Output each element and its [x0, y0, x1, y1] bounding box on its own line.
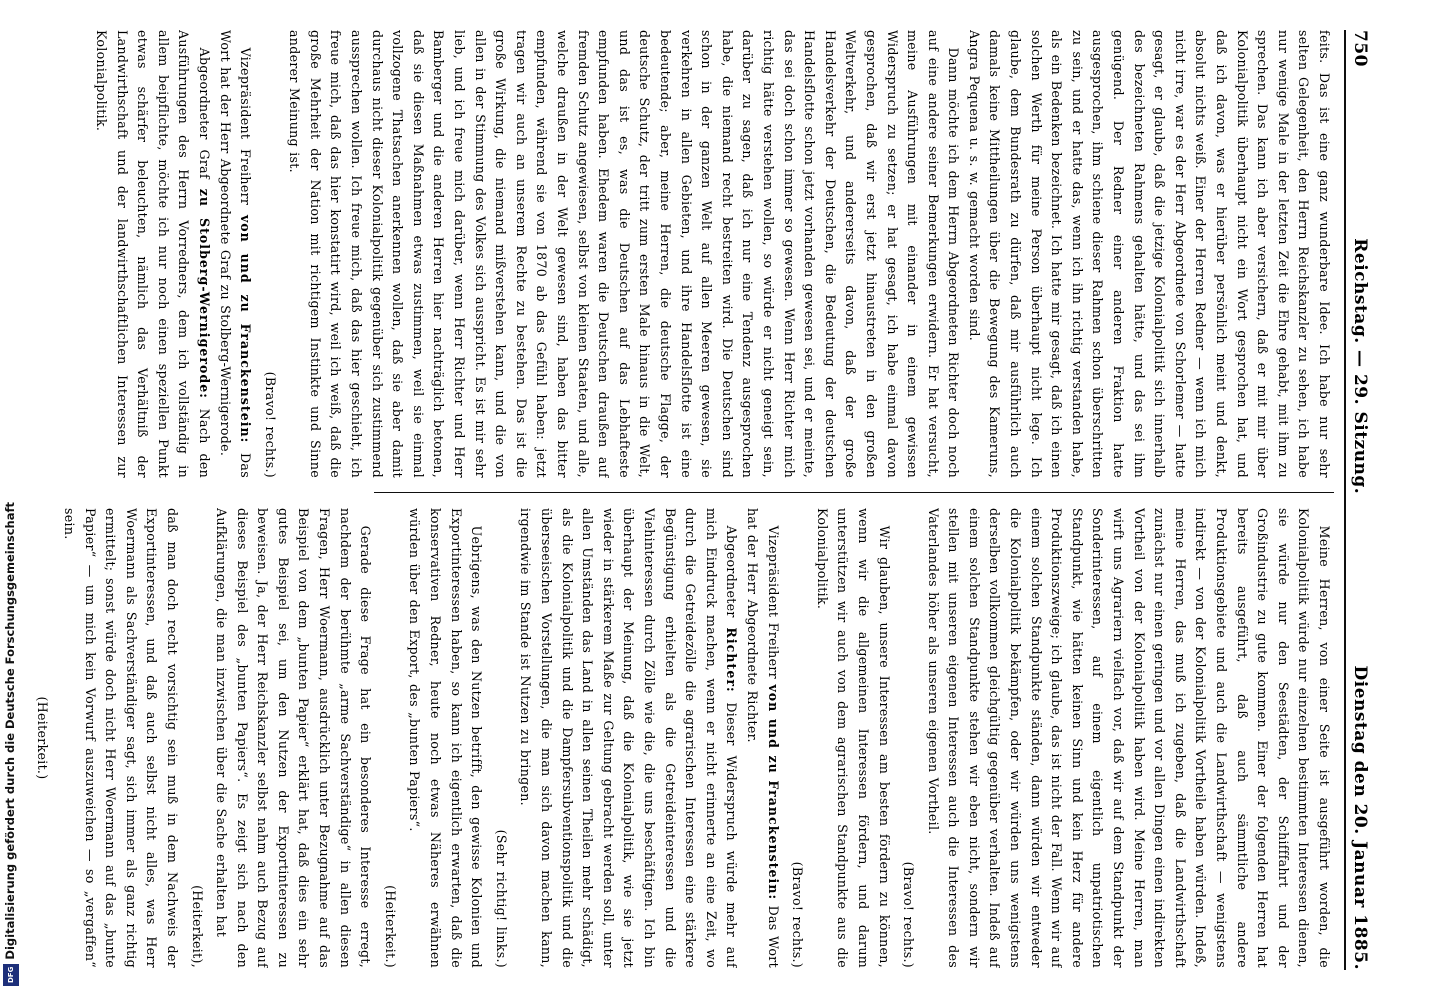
- paragraph: Gerade diese Frage hat ein besonderes Interesse erregt, nachdem der berühmte „arme Sachverständige“ in allen diesen Fragen, Herr Woermann, ausdrücklich unter Bezugnahme auf das Beispiel von dem „bunten Papier“ erklärt hat, daß dies ein sehr gutes Beispiel sei, um den Nutzen der Exportinteressen zu beweisen. Ja, der Herr Reichskanzler selbst nahm auch Bezug auf dieses Beispiel des „bunten Papiers“. Es zeigt sich nach den Aufklärungen, die man inzwischen über die Sache erhalten hat: [214, 508, 374, 968]
- header-date: Dienstag den 20. Januar 1885.: [1350, 665, 1370, 970]
- interjection: (Bravo! rechts.): [790, 861, 806, 968]
- interjection: (Bravo! rechts.): [262, 371, 278, 478]
- page-header: [1344, 30, 1390, 970]
- speaker-label: Vizepräsident Freiherr: [765, 525, 781, 685]
- speaker-name: von und zu Franckenstein:: [238, 214, 254, 444]
- interjection: (Heiterkeit.): [382, 885, 398, 968]
- paragraph: Meine Herren, von einer Seite ist ausgeführt worden, die Kolonialpolitik würde nur einzelnen bestimmten Interessen dienen, sie würde nur den Seestädten, der Schifffahrt und der Großindustrie zu gute kommen. Einer der folgenden Herren hat bereits ausgeführt, daß auch sämmtliche andere Produktionsgebiete und auch die Landwirthschaft — wenigstens indirekt — von der Kolonialpolitik Vortheile haben würden. Indeß, meine Herren, das muß ich zugeben, daß die Landwirthschaft zunächst nur einen geringen und vor allen Dingen einen indirekten Vortheil von der Kolonialpolitik haben wird. Meine Herren, man wirft uns Agrariern vielfach vor, daß wir auf dem Standpunkt der Sonderinteressen, auf einem eigentlich unpatriotischen Standpunkt, wie hätten keinen Sinn und kein Herz für andere Produktionszweige; ich glaube, das ist nicht der Fall. Wenn wir auf einem solchen Standpunkte ständen, dann würden wir entweder die Kolonialpolitik bekämpfen, oder wir würden uns wenigstens derselben vollkommen gleichgültig gegenüber verhalten. Indeß auf einem solchen Standpunkte stehen wir eben nicht, sondern wir stellen mit unseren eigenen Interessen auch die Interessen des Vaterlandes höher als unseren eigenen Vortheil.: [925, 508, 1332, 968]
- speech-text: Nach den Ausführungen des Herrn Vorredners, dem ich vollständig in allem beipflichte, möchte ich nur noch einen speziellen Punkt etwas schärfer beleuchten, nämlich das Verhältniß der Landwirthschaft und der landwirthschaftlichen Interessen zur Kolonialpolitik.: [93, 30, 212, 478]
- speaker-name: Richter:: [724, 627, 740, 693]
- speaker-name: zu Stolberg-Wernigerode:: [196, 188, 212, 399]
- speaker-label: Vizepräsident Freiherr: [238, 47, 254, 215]
- dfg-logo: DFG: [3, 964, 19, 986]
- speaker-label: Abgeordneter: [724, 525, 740, 628]
- interjection: (Heiterkeit.): [35, 696, 51, 780]
- interjection: (Heiterkeit),: [189, 885, 205, 968]
- speaker-paragraph: [90, 30, 214, 478]
- paragraph: Uebrigens, was den Nutzen betrifft, den gewisse Kolonien und Exportinteressen haben, so kann ich eigentlich erwarten, daß die konservativen Redner, heute noch etwas Näheres erwähnen würden über den Export, des „bunten Papiers“.: [407, 508, 485, 968]
- credit-text: Digitalisierung gefördert durch die Deutsche Forschungsgemeinschaft: [3, 502, 17, 960]
- left-column: [4, 30, 1334, 478]
- column-divider: [374, 492, 1334, 493]
- right-column: [4, 508, 1334, 968]
- paragraph: daß man doch recht vorsichtig sein muß in dem Nachweis der Exportinteressen, und daß auch selbst nicht alles, was Herr Woermann als Sachverständiger sagt, sich immer als ganz richtig ermittelt; sonst würde doch nicht Herr Woermann auf das „bunte Papier“ — um mich kein Vorwurf auszuweichen — so „vergaffen“ sein.: [61, 508, 180, 968]
- interjection: (Bravo! rechts.): [901, 861, 917, 968]
- page-number: 750: [1350, 30, 1370, 67]
- paragraph: Dann möchte ich dem Herrn Abgeordneten Richter doch noch auf eine andere seiner Bemerkungen erwidern. Er hat versucht, meine Ausführungen mit einander in einem gewissen Widerspruch zu setzen; er hat gesagt, ich habe einmal davon gesprochen, daß wir erst jetzt hinaustreten in den großen Weltverkehr, und andererseits davon, daß der große Handelsverkehr der Deutschen, die Bedeutung der deutschen Handelsflotte schon jetzt vorhanden gewesen sei, und er meinte, das sei doch schon immer so gewesen. Wenn Herr Richter mich richtig hätte verstehen wollen, so würde er nicht geneigt sein, darüber zu sagen, daß ich nur eine Tendenz ausgesprochen habe, die niemand recht bestreiten wird. Die Deutschen sind schon in der ganzen Welt auf allen Meeren gewesen, sie verkehren in allen Gebieten, und ihre Handelsflotte ist eine bedeutende; aber, meine Herren, die deutsche Flagge, der deutsche Schutz, der tritt zum ersten Male hinaus in die Welt, und das ist es, was die Deutschen auf das Lebhafteste empfunden haben. Ehedem waren die Deutschen draußen auf fremden Schutz angewiesen, selbst von kleinen Staaten, und alle, welche draußen in der Welt gewesen sind, haben das bitter empfunden, während sie von 1870 ab das Gefühl haben: jetzt tragen wir auch an unserem Rechte zu bestehen. Das ist die große Wirkung, die niemand mißverstehen kann, und die von allen in der Stimmung des Volkes sich ausspricht. Es ist mir sehr lieb, und ich freue mich darüber, wenn Herr Richter und Herr Bamberger und die anderen Herren hier nachträglich betonen, daß sie diesen Maßnahmen etwas zustimmen, weil sie einmal vollzogene Thatsachen anerkennen wollen, daß sie aber damit durchaus nicht dieser Kolonialpolitik gegenüber sich zustimmend aussprechen wollen. Ich freue mich, daß das hier geschieht, ich freue mich, daß das hier konstatirt wird, weil ich weiß, daß die große Mehrheit der Nation mit richtigem Instinkte und Sinne anderer Meinung ist.: [287, 30, 962, 478]
- speaker-paragraph: [741, 508, 782, 968]
- speaker-paragraph: [214, 30, 255, 478]
- paragraph: Wir glauben, unsere Interessen am besten fördern zu können, wenn wir die allgemeinen Interessen fördern, und darum unterstützen wir auch von dem agrarischen Standpunkte aus die Kolonialpolitik.: [814, 508, 892, 968]
- speech-text: Das Wort hat der Herr Abgeordnete Richter.: [744, 508, 781, 968]
- speaker-label: Abgeordneter Graf: [196, 47, 212, 189]
- speech-text: Das Wort hat der Herr Abgeordnete Graf zu Stolberg-Wernigerode.: [217, 30, 254, 478]
- speaker-paragraph: [515, 508, 742, 968]
- interjection: (Sehr richtig! links.): [493, 829, 509, 968]
- paragraph: feits. Das ist eine ganz wunderbare Idee. Ich habe nur sehr selten Gelegenheit, den Herrn Reichskanzler zu sehen, ich habe nur wenige Male in der letzten Zeit die Ehre gehabt, mit ihm zu sprechen. Das kann ich aber versichern, daß er mit mir über Kolonialpolitik überhaupt nicht ein Wort gesprochen hat, und daß ich davon, was er hierüber persönlich meint und denkt, absolut nichts weiß. Einer der Herren Redner — wenn ich mich nicht irre, war es der Herr Abgeordnete von Schorlemer — hatte gesagt, er glaube, daß die jetzige Kolonialpolitik sich innerhalb des bezeichneten Rahmens gehalten hätte, und das sei ihm genügend. Der Redner einer anderen Fraktion hatte ausgesprochen, ihm schiene dieser Rahmen schon überschritten zu sein, und er hatte das, wenn ich ihn richtig verstanden habe, als ein Bedenken bezeichnet. Ich hatte mir gesagt, daß ich einen solchen Werth für meine Person überhaupt nicht lege. Ich glaube, dem Bundesrath zu dürfen, daß mir ausführlich auch damals keine Mittheilungen über die Bewegung des Kameruns, Angra Pequena u. s. w. gemacht worden sind.: [966, 30, 1332, 478]
- speaker-name: von und zu Franckenstein:: [765, 684, 781, 901]
- document-page: [0, 30, 1390, 970]
- speech-text: Dieser Widerspruch würde mehr auf mich Eindruck machen, wenn er nicht erinnerte an eine Zeit, wo durch die Getreidezölle die agrarischen Interessen eine stärkere Begünstigung erhielten als die Getreideinteressen und die Viehinteressen durch Zölle wie die, die uns beschäftigen. Ich bin überhaupt der Meinung, daß die Kolonialpolitik, wie sie jetzt wieder in stärkerem Maße zur Geltung gebracht werden soll, unter allen Umständen das Land in allen seinen Theilen mehr schädigt, als die Kolonialpolitik und die Dampfersubventionspolitik und die überseeischen Vorstellungen, die man sich davon machen kann, irgendwie im Stande ist Nutzen zu bringen.: [518, 508, 740, 968]
- header-title: Reichstag. — 29. Sitzung.: [1350, 238, 1370, 495]
